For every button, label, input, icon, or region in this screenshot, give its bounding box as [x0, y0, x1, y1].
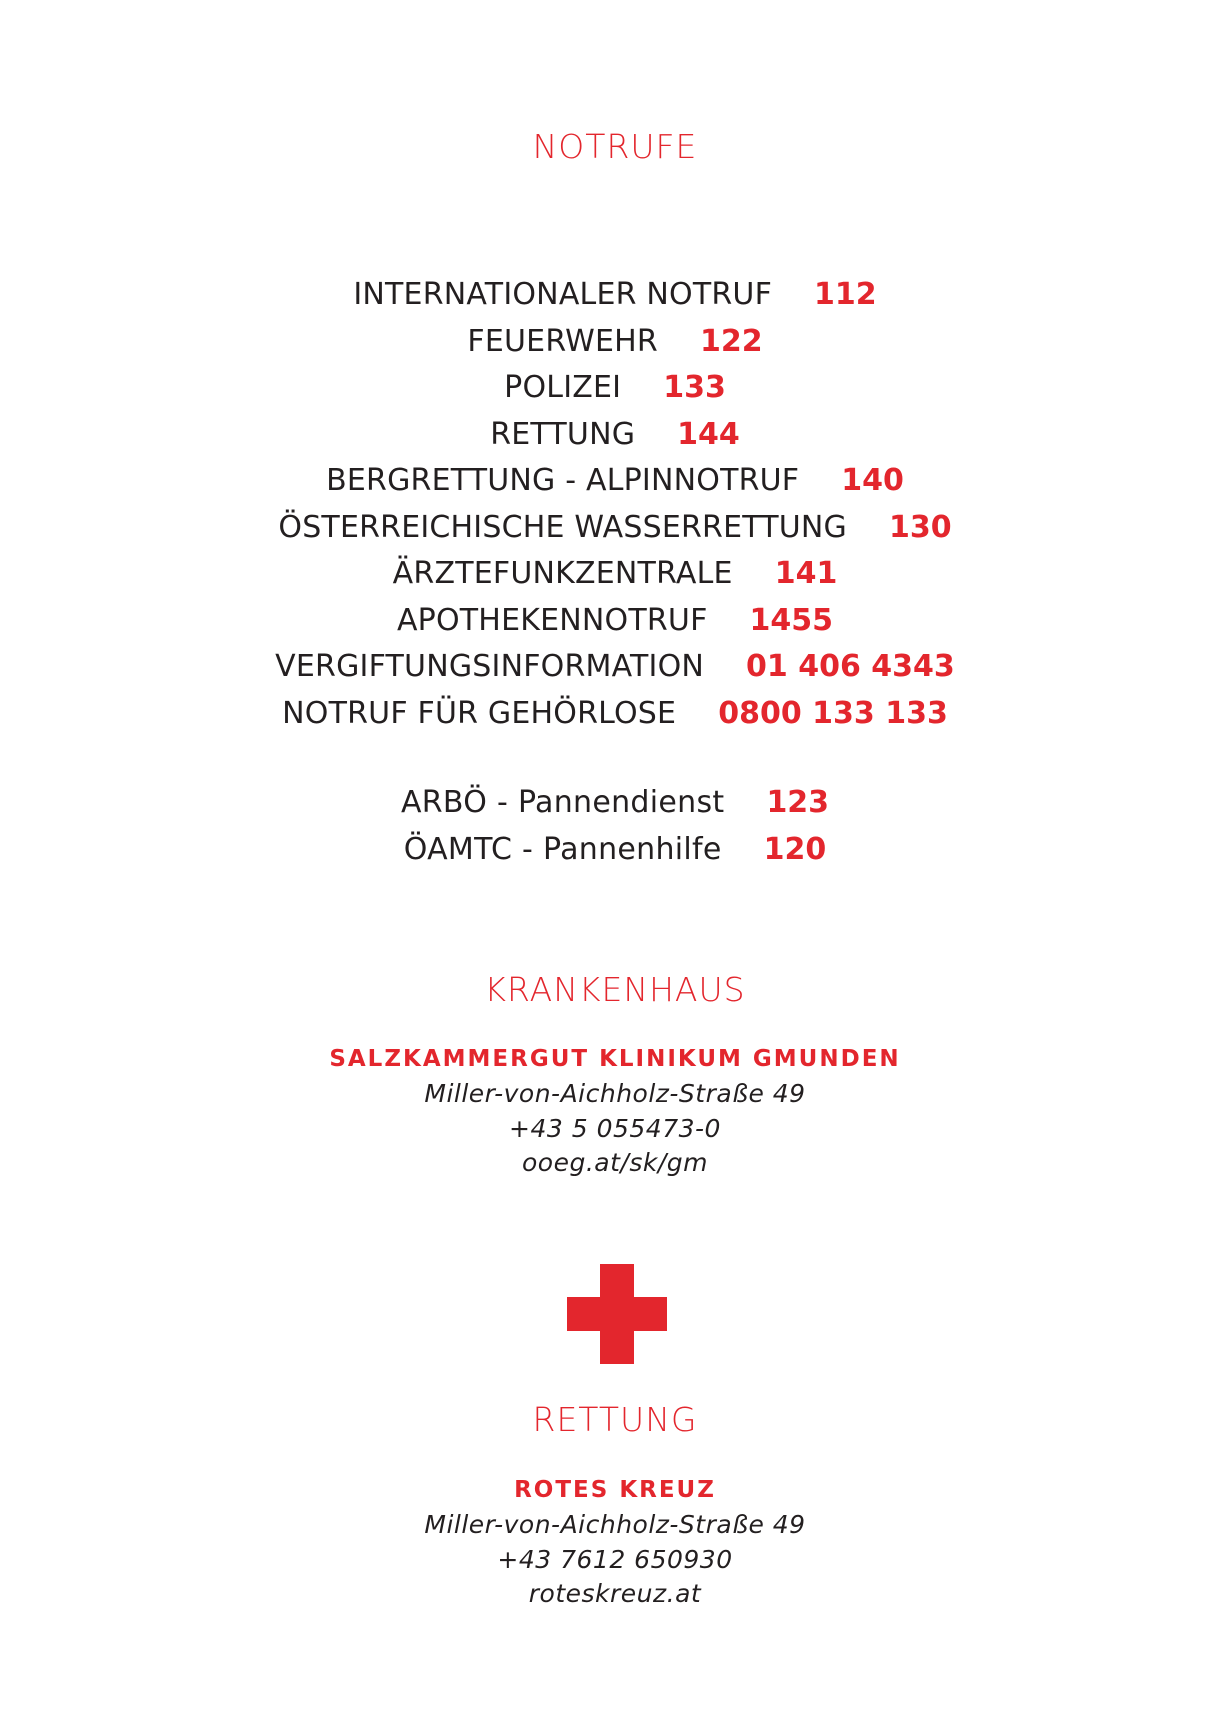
emergency-row-aerztefunkzentrale [0, 551, 1230, 598]
heading-notrufe: NOTRUFE [532, 127, 698, 166]
emergency-row-bergrettung [0, 458, 1230, 505]
emergency-row-rettung [0, 412, 1230, 459]
emergency-label: ÖSTERREICHISCHE WASSERRETTUNG [278, 509, 847, 545]
roadside-row-oeamtc [0, 827, 1230, 874]
hospital-contact [0, 1041, 1230, 1181]
emergency-number-list [0, 272, 1230, 737]
emergency-number[interactable]: 01 406 4343 [746, 649, 955, 684]
hospital-address: Miller-von-Aichholz-Straße 49 [424, 1079, 806, 1108]
hospital-name: SALZKAMMERGUT KLINIKUM GMUNDEN [329, 1046, 901, 1072]
emergency-number[interactable]: 130 [889, 509, 952, 545]
emergency-label: INTERNATIONALER NOTRUF [353, 277, 773, 312]
emergency-row-feuerwehr [0, 319, 1230, 366]
emergency-label: RETTUNG [490, 416, 636, 452]
rescue-contact [0, 1472, 1230, 1612]
emergency-row-polizei [0, 365, 1230, 412]
emergency-number[interactable]: 112 [814, 277, 877, 312]
heading-krankenhaus: KRANKENHAUS [484, 970, 746, 1009]
emergency-row-wasserrettung [0, 505, 1230, 552]
rescue-name: ROTES KREUZ [514, 1477, 716, 1503]
roadside-label: ÖAMTC - Pannenhilfe [403, 831, 722, 867]
emergency-label: POLIZEI [504, 370, 622, 405]
emergency-label: ÄRZTEFUNKZENTRALE [392, 556, 733, 591]
roadside-number-list [0, 780, 1230, 873]
emergency-row-gehoerlose [0, 691, 1230, 738]
emergency-label: BERGRETTUNG - ALPINNOTRUF [326, 463, 800, 498]
roadside-number[interactable]: 123 [766, 785, 830, 820]
emergency-label: APOTHEKENNOTRUF [396, 602, 708, 638]
roadside-number[interactable]: 120 [763, 831, 827, 867]
roadside-row-arboe [0, 780, 1230, 827]
rescue-website-link[interactable]: roteskreuz.at [528, 1579, 702, 1608]
roadside-label: ARBÖ - Pannendienst [400, 785, 725, 820]
emergency-row-international [0, 272, 1230, 319]
emergency-label: NOTRUF FÜR GEHÖRLOSE [282, 695, 677, 731]
heading-rettung: RETTUNG [532, 1400, 698, 1439]
emergency-number[interactable]: 1455 [749, 602, 834, 638]
emergency-label: FEUERWEHR [467, 323, 658, 359]
rescue-phone[interactable]: +43 7612 650930 [497, 1544, 733, 1574]
rescue-address: Miller-von-Aichholz-Straße 49 [424, 1510, 806, 1539]
emergency-number[interactable]: 141 [774, 556, 838, 591]
emergency-number[interactable]: 140 [841, 463, 904, 498]
emergency-number[interactable]: 0800 133 133 [718, 695, 948, 731]
red-cross-icon [567, 1264, 667, 1364]
emergency-number[interactable]: 133 [663, 370, 726, 405]
hospital-website-link[interactable]: ooeg.at/sk/gm [522, 1148, 708, 1177]
emergency-number[interactable]: 144 [677, 416, 740, 452]
emergency-number[interactable]: 122 [699, 323, 763, 359]
hospital-phone[interactable]: +43 5 055473-0 [509, 1113, 721, 1143]
emergency-row-vergiftungsinformation [0, 644, 1230, 691]
emergency-row-apothekennotruf [0, 598, 1230, 645]
emergency-label: VERGIFTUNGSINFORMATION [275, 649, 705, 684]
